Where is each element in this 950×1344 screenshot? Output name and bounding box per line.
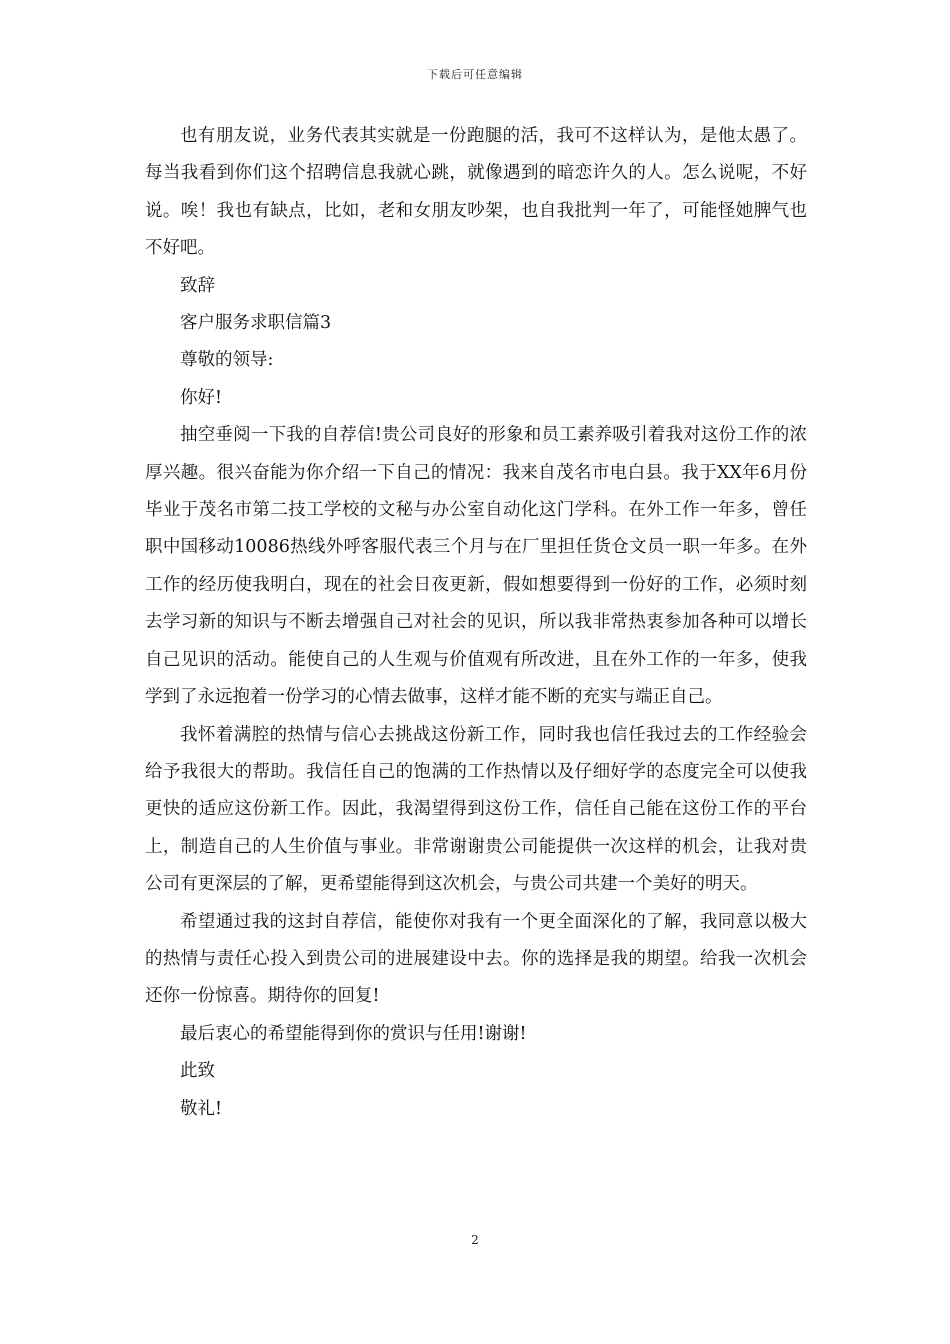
salutation: 尊敬的领导: bbox=[180, 350, 274, 371]
section-title: 客户服务求职信篇3 bbox=[180, 313, 332, 334]
page-number: 2 bbox=[471, 1233, 479, 1247]
page-header-note: 下载后可任意编辑 bbox=[427, 68, 523, 81]
greeting: 你好! bbox=[180, 387, 223, 408]
paragraph-hope: 希望通过我的这封自荐信，能使你对我有一个更全面深化的了解，我同意以极大的热情与责任心投入到贵公司的进展建设中去。你的选择是我的期望。给我一次机会还你一份惊喜。期待你的回复! bbox=[145, 911, 807, 1007]
paragraph-thanks: 最后衷心的希望能得到你的赏识与任用!谢谢! bbox=[180, 1023, 527, 1044]
paragraph-self-introduction: 抽空垂阅一下我的自荐信!贵公司良好的形象和员工素养吸引着我对这份工作的浓厚兴趣。很兴奋能为你介绍一下自己的情况：我来自茂名市电白县。我于XX年6月份毕业于茂名市第二技工学校的文秘与办公室自动化这门学科。在外工作一年多，曾任职中国移动10086热线外呼客服代表三个月与在厂里担任货仓文员一职一年多。在外工作的经历使我明白，现在的社会日夜更新，假如想要得到一份好的工作，必须时刻去学习新的知识与不断去增强自己对社会的见识，所以我非常热衷参加各种可以增长自己见识的活动。能使自己的人生观与价值观有所改进，且在外工作的一年多，使我学到了永远抱着一份学习的心情去做事，这样才能不断的充实与端正自己。 bbox=[145, 425, 807, 708]
closing-jingli: 敬礼! bbox=[180, 1098, 223, 1119]
paragraph-confidence: 我怀着满腔的热情与信心去挑战这份新工作，同时我也信任我过去的工作经验会给予我很大的帮助。我信任自己的饱满的工作热情以及仔细好学的态度完全可以使我更快的适应这份新工作。因此，我渴望得到这份工作，信任自己能在这份工作的平台上，制造自己的人生价值与事业。非常谢谢贵公司能提供一次这样的机会，让我对贵公司有更深层的了解，更希望能得到这次机会，与贵公司共建一个美好的明天。 bbox=[145, 724, 807, 895]
closing-cizhi: 此致 bbox=[180, 1061, 215, 1082]
paragraph-closing-remark: 致辞 bbox=[180, 275, 215, 296]
document-body bbox=[145, 118, 807, 1128]
paragraph-friends-opinion: 也有朋友说，业务代表其实就是一份跑腿的活，我可不这样认为，是他太愚了。每当我看到你们这个招聘信息我就心跳，就像遇到的暗恋许久的人。怎么说呢，不好说。唉！我也有缺点，比如，老和女朋友吵架，也自我批判一年了，可能怪她脾气也不好吧。 bbox=[145, 126, 807, 259]
